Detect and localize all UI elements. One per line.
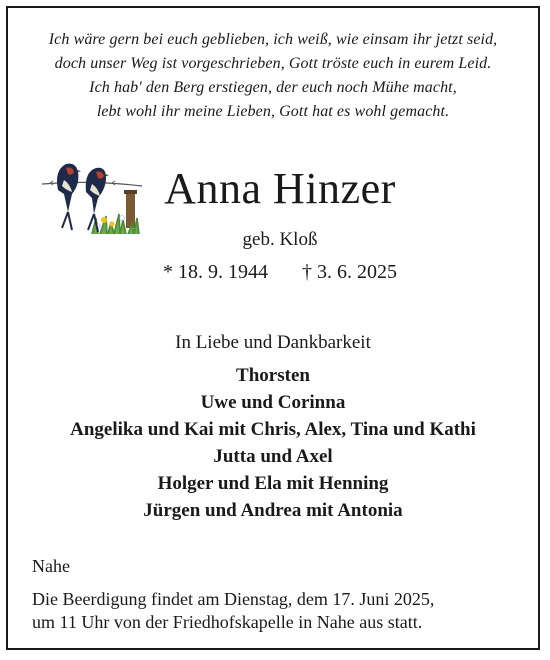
mourner-entry: Angelika und Kai mit Chris, Alex, Tina und Kathi	[70, 419, 476, 440]
death-date: † 3. 6. 2025	[302, 261, 397, 283]
mourner-entry: Uwe und Corinna	[200, 392, 346, 413]
funeral-notice	[32, 588, 532, 634]
obituary-notice	[6, 6, 540, 650]
mourner-entry: Thorsten	[236, 365, 310, 386]
deceased-name: Anna Hinzer	[164, 164, 396, 213]
funeral-notice-line-1: Die Beerdigung findet am Dienstag, dem 17. Juni 2025,	[32, 589, 435, 609]
poem-line-2: doch unser Weg ist vorgeschrieben, Gott tröste euch in eurem Leid.	[54, 55, 492, 72]
birth-date: * 18. 9. 1944	[163, 261, 268, 283]
poem-line-1: Ich wäre gern bei euch geblieben, ich weiß, wie einsam ihr jetzt seid,	[48, 31, 498, 48]
mourners-list	[8, 362, 538, 524]
memorial-poem	[8, 28, 538, 124]
mourner-entry: Holger und Ela mit Henning	[157, 473, 389, 494]
mourner-entry: Jutta und Axel	[213, 446, 333, 467]
life-dates	[8, 258, 538, 286]
birth-name: geb. Kloß	[242, 229, 318, 250]
mourner-entry: Jürgen und Andrea mit Antonia	[143, 500, 403, 521]
place-name: Nahe	[32, 556, 70, 576]
funeral-notice-line-2: um 11 Uhr von der Friedhofskapelle in Nahe aus statt.	[32, 612, 423, 632]
poem-line-4: lebt wohl ihr meine Lieben, Gott hat es wohl gemacht.	[96, 103, 450, 120]
poem-line-3: Ich hab' den Berg erstiegen, der euch noch Mühe macht,	[89, 79, 457, 96]
dedication: In Liebe und Dankbarkeit	[175, 332, 371, 353]
